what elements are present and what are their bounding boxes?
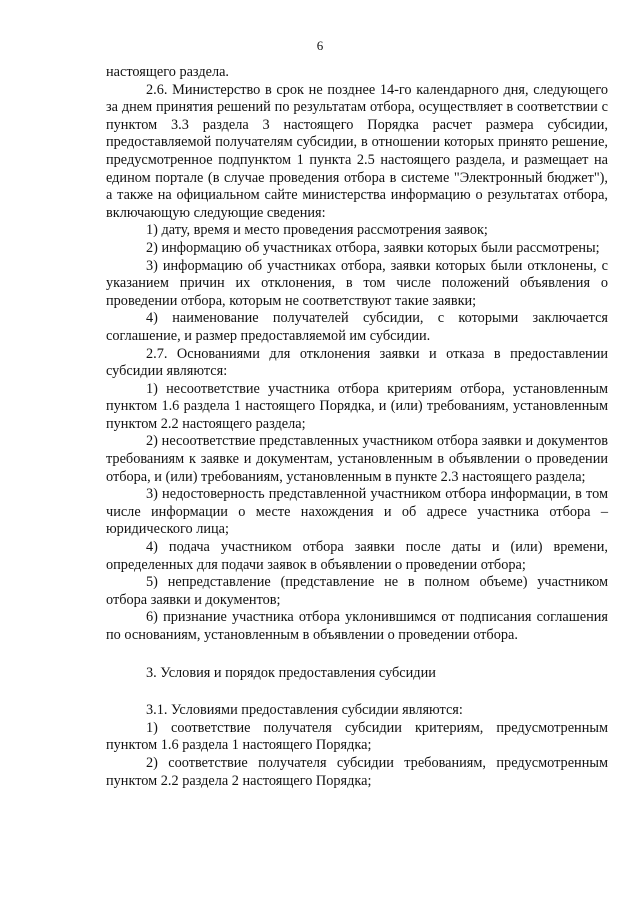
list-item-2-7-4: 4) подача участником отбора заявки после даты и (или) времени, определенных для подачи заявок в объявлении о проведении отбора; xyxy=(106,539,608,573)
list-item-2-6-3: 3) информацию об участниках отбора, заявки которых были отклонены, с указанием причин их отклонения, в том числе положений объявления о проведении отбора, которым не соответствуют такие заявки; xyxy=(106,257,608,309)
page-number: 6 xyxy=(316,38,324,53)
list-item-2-7-2: 2) несоответствие представленных участником отбора заявки и документов требованиям к заявке и документам, установленным в объявлении о проведении отбора, и (или) требованиям, установленным в пункте 2.3 настоящего раздела; xyxy=(106,433,608,485)
paragraph-3-1: 3.1. Условиями предоставления субсидии являются: xyxy=(146,702,463,719)
list-item-2-6-2: 2) информацию об участниках отбора, заявки которых были рассмотрены; xyxy=(146,239,600,256)
list-item-2-6-1: 1) дату, время и место проведения рассмотрения заявок; xyxy=(146,222,488,239)
list-item-3-1-1: 1) соответствие получателя субсидии критериям, предусмотренным пунктом 1.6 раздела 1 настоящего Порядка; xyxy=(106,719,608,754)
list-item-2-7-5: 5) непредставление (представление не в полном объеме) участником отбора заявки и документов; xyxy=(106,574,608,608)
list-item-2-7-6: 6) признание участника отбора уклонившимся от подписания соглашения по основаниям, установленным в объявлении о проведении отбора. xyxy=(106,609,608,643)
document-body xyxy=(106,64,608,790)
list-item-2-7-1: 1) несоответствие участника отбора критериям отбора, установленным пунктом 1.6 раздела 1 настоящего Порядка, и (или) требованиям, установленным пунктом 2.2 настоящего раздела; xyxy=(106,380,608,432)
paragraph-2-7: 2.7. Основаниями для отклонения заявки и отказа в предоставлении субсидии являются: xyxy=(106,345,608,380)
paragraph-continuation: настоящего раздела. xyxy=(106,64,229,80)
list-item-2-7-3: 3) недостоверность представленной участником отбора информации, в том числе информации о месте нахождения и об адресе участника отбора – юридического лица; xyxy=(106,486,608,538)
list-item-3-1-2: 2) соответствие получателя субсидии требованиям, предусмотренным пунктом 2.2 раздела 2 настоящего Порядка; xyxy=(106,754,608,789)
section-heading: 3. Условия и порядок предоставления субсидии xyxy=(146,664,436,681)
list-item-2-6-4: 4) наименование получателей субсидии, с которыми заключается соглашение, и размер предоставляемой им субсидии. xyxy=(106,310,608,344)
paragraph-2-6: 2.6. Министерство в срок не позднее 14-го календарного дня, следующего за днем принятия решений по результатам отбора, осуществляет в соответствии с пунктом 3.3 раздела 3 настоящего Порядка расчет размера субсидии, предоставляемой получателям субсидии, в отношении которых принято решение, предусмотренное подпунктом 1 пункта 2.5 настоящего раздела, и размещает на едином портале (в случае проведения отбора в системе "Электронный бюджет"), а также на официальном сайте министерства информацию о результатах отбора, включающую следующие сведения: xyxy=(106,81,608,221)
